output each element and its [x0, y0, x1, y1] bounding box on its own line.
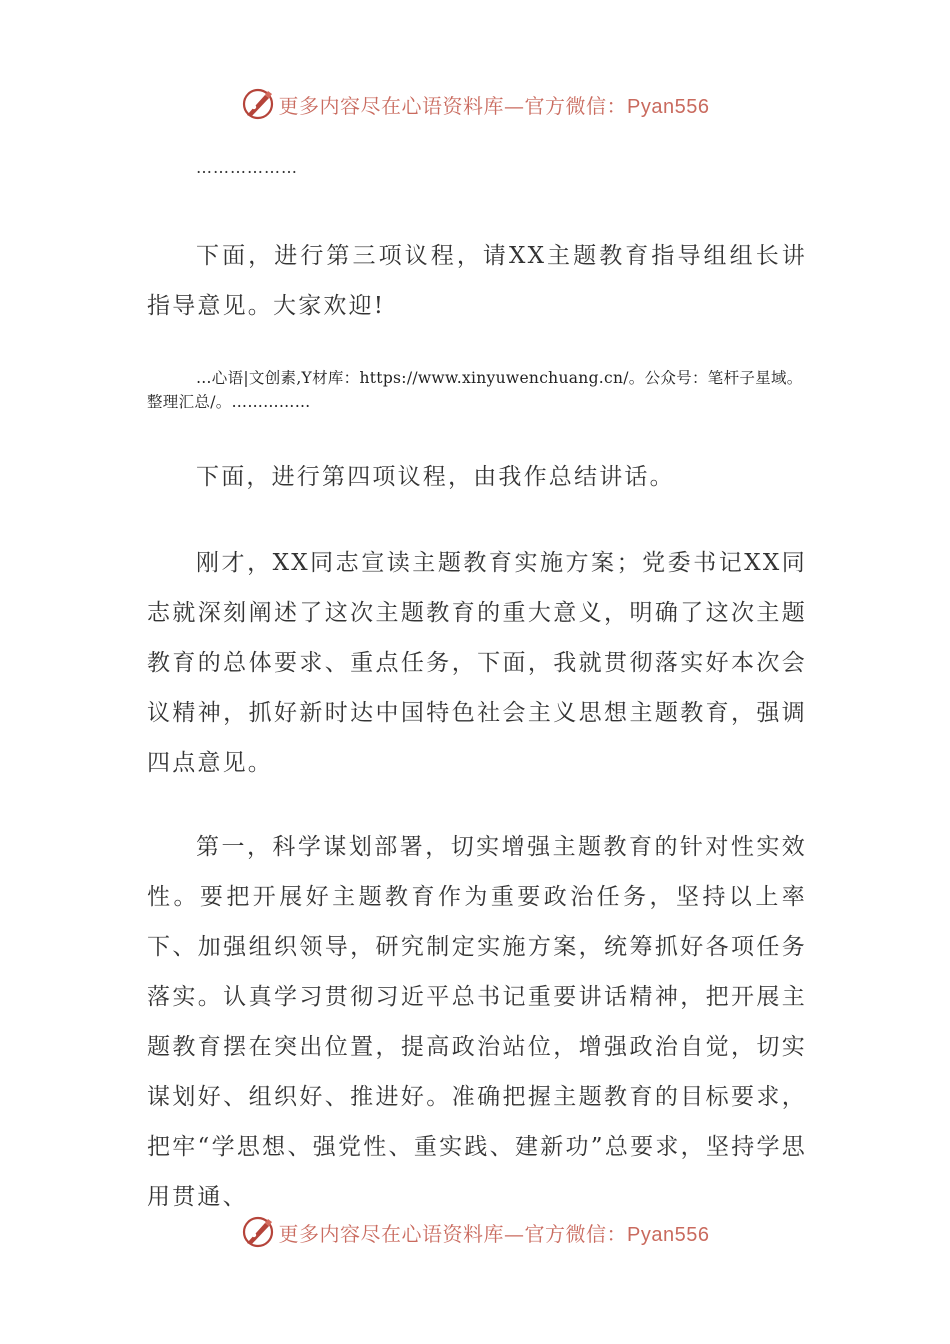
paragraph-agenda-four: 下面，进行第四项议程，由我作总结讲话。: [196, 464, 675, 490]
footer-banner: [0, 1212, 950, 1252]
header-brand: 更多内容尽在心语资料库: [278, 93, 505, 118]
paragraph-agenda-three: 下面，进行第三项议程，请XX主题教育指导组组长讲指导意见。大家欢迎!: [147, 243, 807, 319]
footer-contact: 官方微信：: [524, 1221, 628, 1246]
footer-banner-text: [279, 1218, 710, 1247]
pen-logo-icon: [241, 1215, 275, 1249]
source-note: …心语|文创素,Y材库：https://www.xinyuwenchuang.cn/。公众号：笔杆子星域。整理汇总/。……………: [147, 369, 803, 411]
pen-logo-icon: [241, 87, 275, 121]
header-dash: —: [504, 93, 525, 118]
header-banner-text: [279, 90, 710, 119]
header-contact: 官方微信：: [524, 93, 628, 118]
header-banner: [0, 84, 950, 124]
ellipsis-line: ………………: [196, 158, 298, 177]
footer-wechat-id: Pyan556: [627, 1223, 710, 1246]
footer-dash: —: [504, 1221, 525, 1246]
paragraph-point-one: 第一，科学谋划部署，切实增强主题教育的针对性实效性。要把开展好主题教育作为重要政治任务，坚持以上率下、加强组织领导，研究制定实施方案，统筹抓好各项任务落实。认真学习贯彻习近平总书记重要讲话精神，把开展主题教育摆在突出位置，提高政治站位，增强政治自觉，切实谋划好、组织好、推进好。准确把握主题教育的目标要求，把牢“学思想、强党性、重实践、建新功”总要求，坚持学思用贯通、: [147, 834, 807, 1210]
footer-brand: 更多内容尽在心语资料库: [278, 1221, 505, 1246]
header-wechat-id: Pyan556: [627, 95, 710, 118]
paragraph-summary: 刚才，XX同志宣读主题教育实施方案；党委书记XX同志就深刻阐述了这次主题教育的重大意义，明确了这次主题教育的总体要求、重点任务，下面，我就贯彻落实好本次会议精神，抓好新时达中国特色社会主义思想主题教育，强调四点意见。: [147, 550, 807, 776]
